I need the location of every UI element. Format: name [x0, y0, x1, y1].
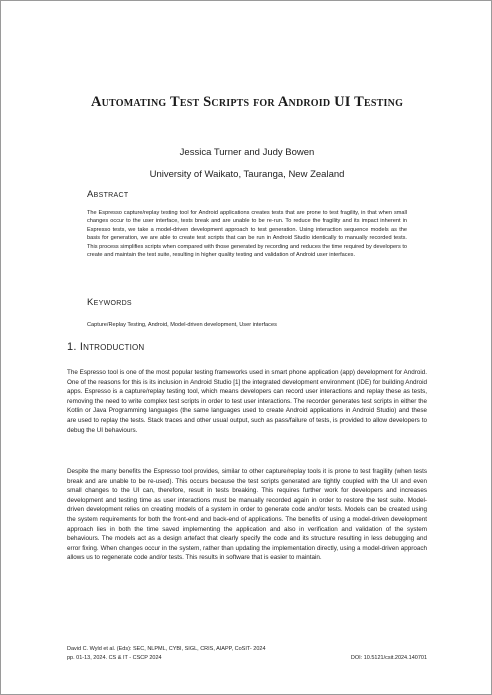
intro-paragraph-1: The Espresso tool is one of the most popular testing frameworks used in smart phone application (app) development for Android. One of the reasons for this is its inclusion in Android Studio [1] the integrated development environment (IDE) for building Android apps. Espresso is a capture/replay testing tool, which means developers can record user interactions and replay these as tests, removing the need to write complex test scripts in order to test user interactions. The recorder generates test scripts in either the Kotlin or Java Programming languages (the same languages used to create Android applications in Android Studio) and these are used to replay the tests. Stack traces and other usual output, such as pass/failure of tests, is provided to allow developers to debug the UI behaviours. [67, 369, 427, 434]
footer-pages [67, 654, 427, 662]
footer-pages-text: pp. 01-13, 2024. CS & IT - CSCP 2024 [67, 655, 162, 661]
intro-paragraph-2: Despite the many benefits the Espresso tool provides, similar to other capture/replay tools it is prone to test fragility (when tests break and are unable to be re-used). This occurs because the test scripts generated are tightly coupled with the UI and even small changes to the UI can, therefore, result in tests breaking. This requires further work for developers and increases development and testing time as user interactions must be manually recorded again in order to restore the test suite. Model-driven development relies on creating models of a system in order to generate code and/or tests. Models can be created using the system requirements for both the front-end and back-end of applications. The benefits of using a model-driven development approach lies in both the time saved implementing the application and also in verification and validation of the system behaviours. The models act as a design artefact that clearly specify the code and its structure resulting in less debugging and error fixing. When changes occur in the system, rather than updating the implementation directly, using a model-driven approach allows us to regenerate code and/or tests. This results in software that is easier to maintain. [67, 468, 427, 562]
footer-editors: David C. Wyld et al. (Eds): SEC, NLPML, CYBI, SIGL, CRIS, AIAPP, CoSIT- 2024 [67, 646, 266, 652]
paper-title: Automating Test Scripts for Android UI Testing [90, 94, 404, 110]
keywords-heading: Keywords [87, 297, 132, 308]
authors: Jessica Turner and Judy Bowen [179, 147, 315, 158]
footer-citation [67, 645, 427, 653]
footer-doi: DOI: 10.5121/csit.2024.140701 [350, 655, 427, 661]
abstract-text: The Espresso capture/replay testing tool for Android applications creates tests that are prone to test fragility, in that when small changes occur to the user interface, tests break and are unable to be re-run. To reduce the fragility and its impact inherent in Espresso tests, we take a model-driven development approach to test generation. Using interaction sequence models as the basis for generation, we are able to create test scripts that can be run in Android Studio identically to manually recorded tests. This process simplifies scripts when compared with those generated by recording and reduces the time required by developers to create and maintain the test suite, resulting in higher quality testing and validation of Android user interfaces. [87, 210, 407, 259]
introduction-heading: 1. Introduction [67, 341, 145, 353]
affiliation: University of Waikato, Tauranga, New Zealand [149, 169, 345, 180]
abstract-heading: Abstract [87, 189, 129, 200]
keywords-text: Capture/Replay Testing, Android, Model-driven development, User interfaces [87, 322, 277, 328]
